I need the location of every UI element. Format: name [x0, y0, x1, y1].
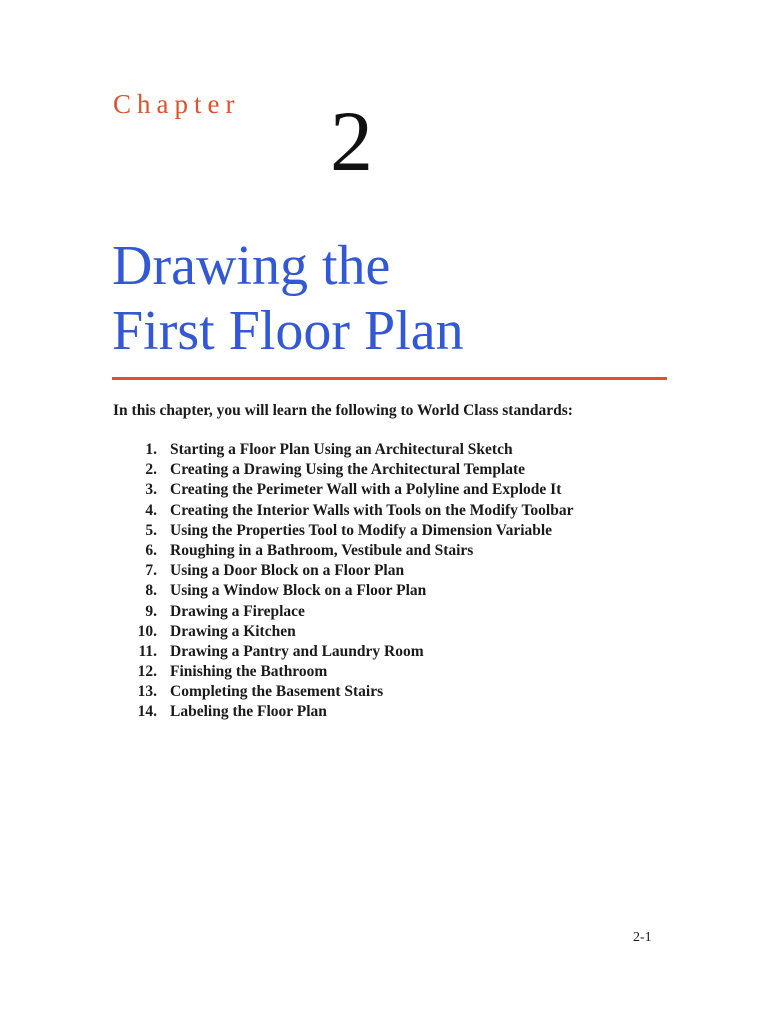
- objective-item: [113, 460, 673, 480]
- objective-text: Completing the Basement Stairs: [170, 683, 384, 701]
- objective-item: [113, 682, 673, 702]
- objective-text: Drawing a Kitchen: [170, 622, 296, 640]
- objective-number: 14.: [137, 703, 157, 721]
- objective-number: 3.: [145, 481, 157, 499]
- objective-number: 10.: [137, 622, 157, 640]
- objective-number: 7.: [145, 562, 157, 580]
- objective-text: Creating a Drawing Using the Architectural Template: [170, 461, 526, 479]
- objective-item: [113, 702, 673, 722]
- objective-item: [113, 521, 673, 541]
- objective-item: [113, 501, 673, 521]
- objective-number: 13.: [137, 683, 157, 701]
- chapter-title-line-2: First Floor Plan: [112, 300, 464, 362]
- objective-number: 9.: [145, 602, 157, 620]
- objective-item: [113, 622, 673, 642]
- objective-item: [113, 541, 673, 561]
- objective-text: Creating the Perimeter Wall with a Polyline and Explode It: [170, 481, 562, 499]
- chapter-label: Chapter: [113, 89, 241, 119]
- objective-text: Creating the Interior Walls with Tools on the Modify Toolbar: [170, 501, 574, 519]
- objective-text: Using a Door Block on a Floor Plan: [170, 562, 405, 580]
- objective-text: Roughing in a Bathroom, Vestibule and Stairs: [170, 541, 474, 559]
- objective-number: 4.: [145, 501, 157, 519]
- objective-text: Drawing a Pantry and Laundry Room: [170, 642, 424, 660]
- intro-text: In this chapter, you will learn the following to World Class standards:: [113, 402, 573, 419]
- objective-text: Using a Window Block on a Floor Plan: [170, 582, 427, 600]
- objective-item: [113, 480, 673, 500]
- page-number: 2-1: [633, 930, 652, 945]
- objective-item: [113, 602, 673, 622]
- chapter-title-line-1: Drawing the: [112, 235, 391, 297]
- objective-text: Starting a Floor Plan Using an Architectural Sketch: [170, 441, 513, 458]
- objective-number: 1.: [145, 441, 157, 458]
- objective-number: 5.: [145, 521, 157, 539]
- objective-item: [113, 581, 673, 601]
- objective-text: Finishing the Bathroom: [170, 663, 328, 681]
- objective-text: Drawing a Fireplace: [170, 602, 305, 620]
- objective-item: [113, 642, 673, 662]
- objective-item: [113, 662, 673, 682]
- objective-item: [113, 561, 673, 581]
- chapter-title: [112, 234, 464, 364]
- objective-number: 2.: [145, 461, 157, 479]
- objective-text: Using the Properties Tool to Modify a Dimension Variable: [170, 521, 553, 539]
- objective-number: 6.: [145, 541, 157, 559]
- objective-number: 12.: [137, 663, 157, 681]
- chapter-number: 2: [330, 93, 373, 189]
- objectives-list: [113, 440, 673, 723]
- title-divider: [112, 377, 667, 380]
- objective-number: 8.: [145, 582, 157, 600]
- objective-number: 11.: [138, 642, 157, 660]
- objective-item: [113, 440, 673, 460]
- objective-text: Labeling the Floor Plan: [170, 703, 327, 721]
